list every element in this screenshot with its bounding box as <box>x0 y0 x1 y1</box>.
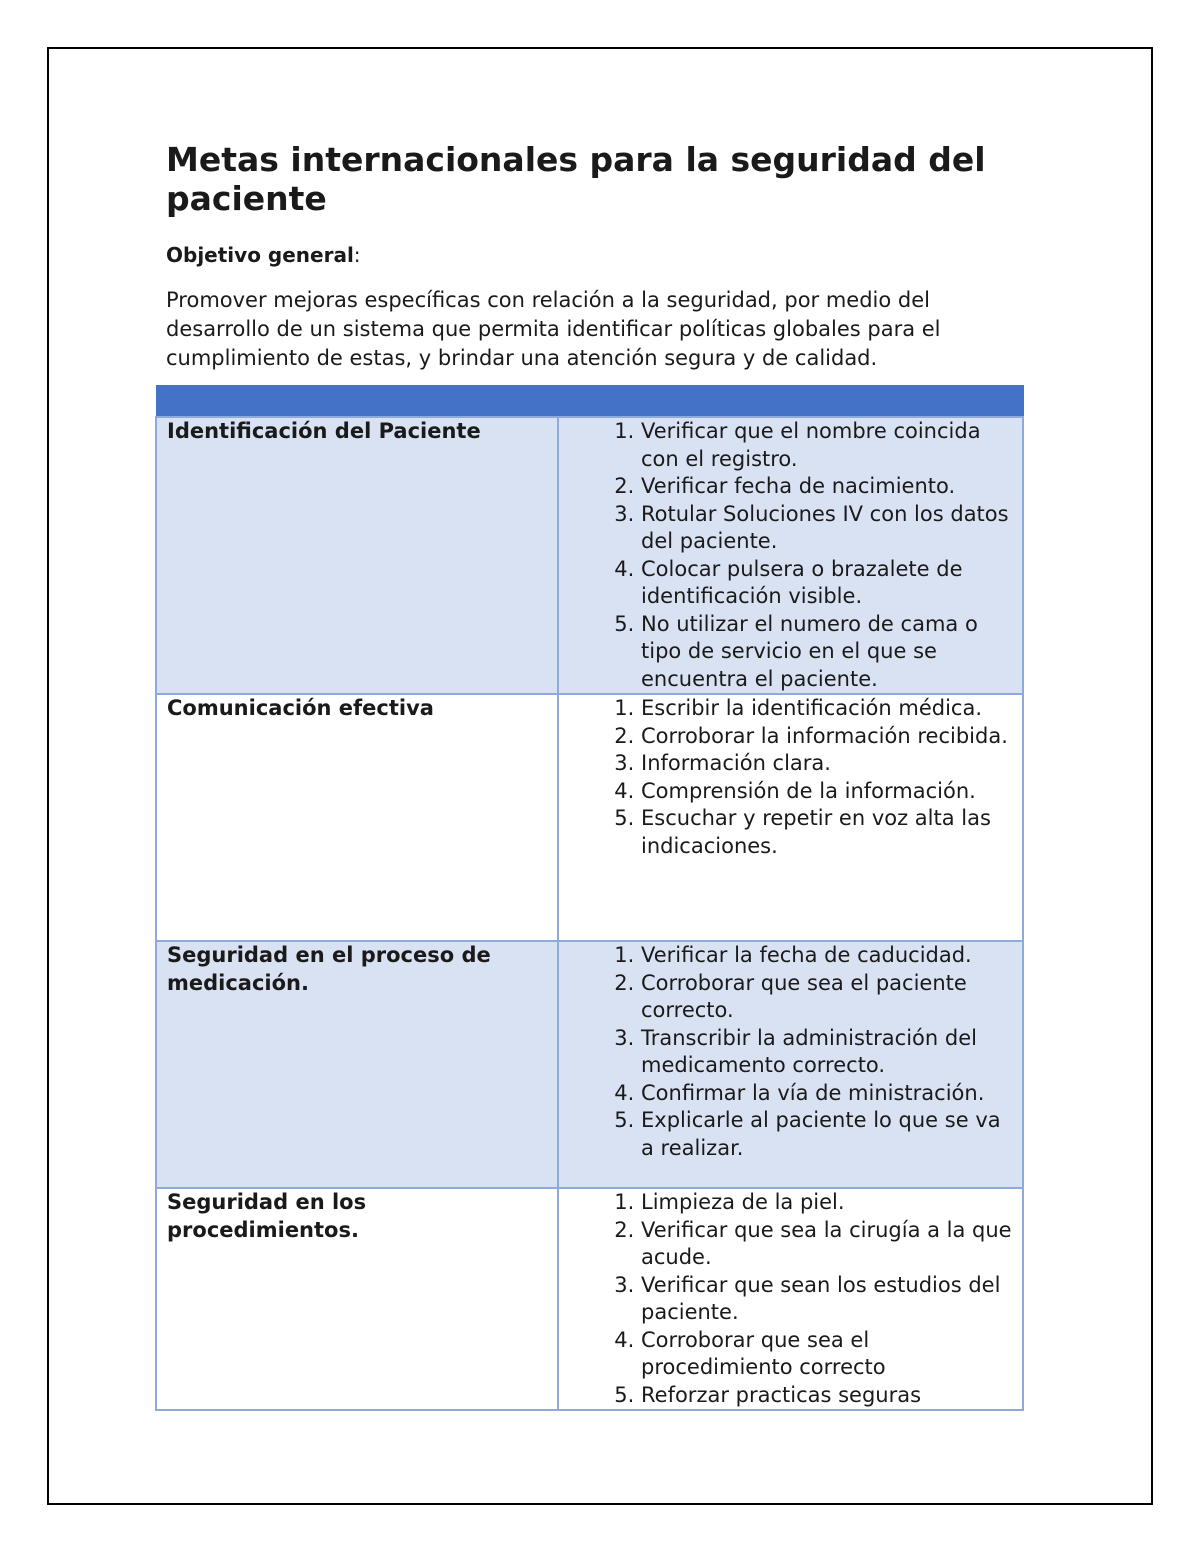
objective-colon: : <box>353 243 361 267</box>
list-item: 5. Explicarle al paciente lo que se va a realizar. <box>641 1107 1016 1162</box>
goal-name: Seguridad en el proceso de medicación. <box>156 941 558 1188</box>
page-title: Metas internacionales para la seguridad del paciente <box>166 140 986 218</box>
objective-label: Objetivo general <box>166 243 354 267</box>
goal-actions <box>558 1188 1023 1410</box>
table-row <box>156 1188 1023 1410</box>
goal-actions <box>558 417 1023 694</box>
objective-heading <box>166 242 1036 268</box>
list-item: 5. Reforzar practicas seguras <box>641 1382 1016 1410</box>
action-list <box>559 695 1022 860</box>
table-row <box>156 417 1023 694</box>
list-item: 1. Escribir la identificación médica. <box>641 695 1016 723</box>
goal-name: Identificación del Paciente <box>156 417 558 694</box>
table-row <box>156 694 1023 941</box>
goal-actions <box>558 694 1023 941</box>
table-header-cell-1 <box>156 386 558 418</box>
list-item: 1. Verificar la fecha de caducidad. <box>641 942 1016 970</box>
list-item: 4. Colocar pulsera o brazalete de identificación visible. <box>641 556 1016 611</box>
list-item: 3. Transcribir la administración del medicamento correcto. <box>641 1025 1016 1080</box>
list-item: 4. Confirmar la vía de ministración. <box>641 1080 1016 1108</box>
action-list <box>559 418 1022 693</box>
list-item: 5. No utilizar el numero de cama o tipo de servicio en el que se encuentra el paciente. <box>641 611 1016 694</box>
list-item: 4. Corroborar que sea el procedimiento correcto <box>641 1327 1016 1382</box>
list-item: 1. Limpieza de la piel. <box>641 1189 1016 1217</box>
list-item: 2. Verificar que sea la cirugía a la que acude. <box>641 1217 1016 1272</box>
table-header-row <box>156 386 1023 418</box>
goal-actions <box>558 941 1023 1188</box>
list-item: 3. Rotular Soluciones IV con los datos del paciente. <box>641 501 1016 556</box>
list-item: 2. Corroborar la información recibida. <box>641 723 1016 751</box>
table-header-cell-2 <box>558 386 1023 418</box>
action-list <box>559 942 1022 1162</box>
action-list <box>559 1189 1022 1409</box>
list-item: 5. Escuchar y repetir en voz alta las indicaciones. <box>641 805 1016 860</box>
objective-text: Promover mejoras específicas con relación a la seguridad, por medio del desarrollo de un sistema que permita identificar políticas globales para el cumplimiento de estas, y brindar una atención segura y de calidad. <box>166 288 941 370</box>
document-body <box>166 140 1036 373</box>
goal-name: Comunicación efectiva <box>156 694 558 941</box>
list-item: 3. Información clara. <box>641 750 1016 778</box>
safety-goals-table <box>155 385 1024 1411</box>
table-row <box>156 941 1023 1188</box>
list-item: 4. Comprensión de la información. <box>641 778 1016 806</box>
list-item: 1. Verificar que el nombre coincida con el registro. <box>641 418 1016 473</box>
list-item: 3. Verificar que sean los estudios del paciente. <box>641 1272 1016 1327</box>
list-item: 2. Verificar fecha de nacimiento. <box>641 473 1016 501</box>
list-item: 2. Corroborar que sea el paciente correcto. <box>641 970 1016 1025</box>
goal-name: Seguridad en los procedimientos. <box>156 1188 558 1410</box>
